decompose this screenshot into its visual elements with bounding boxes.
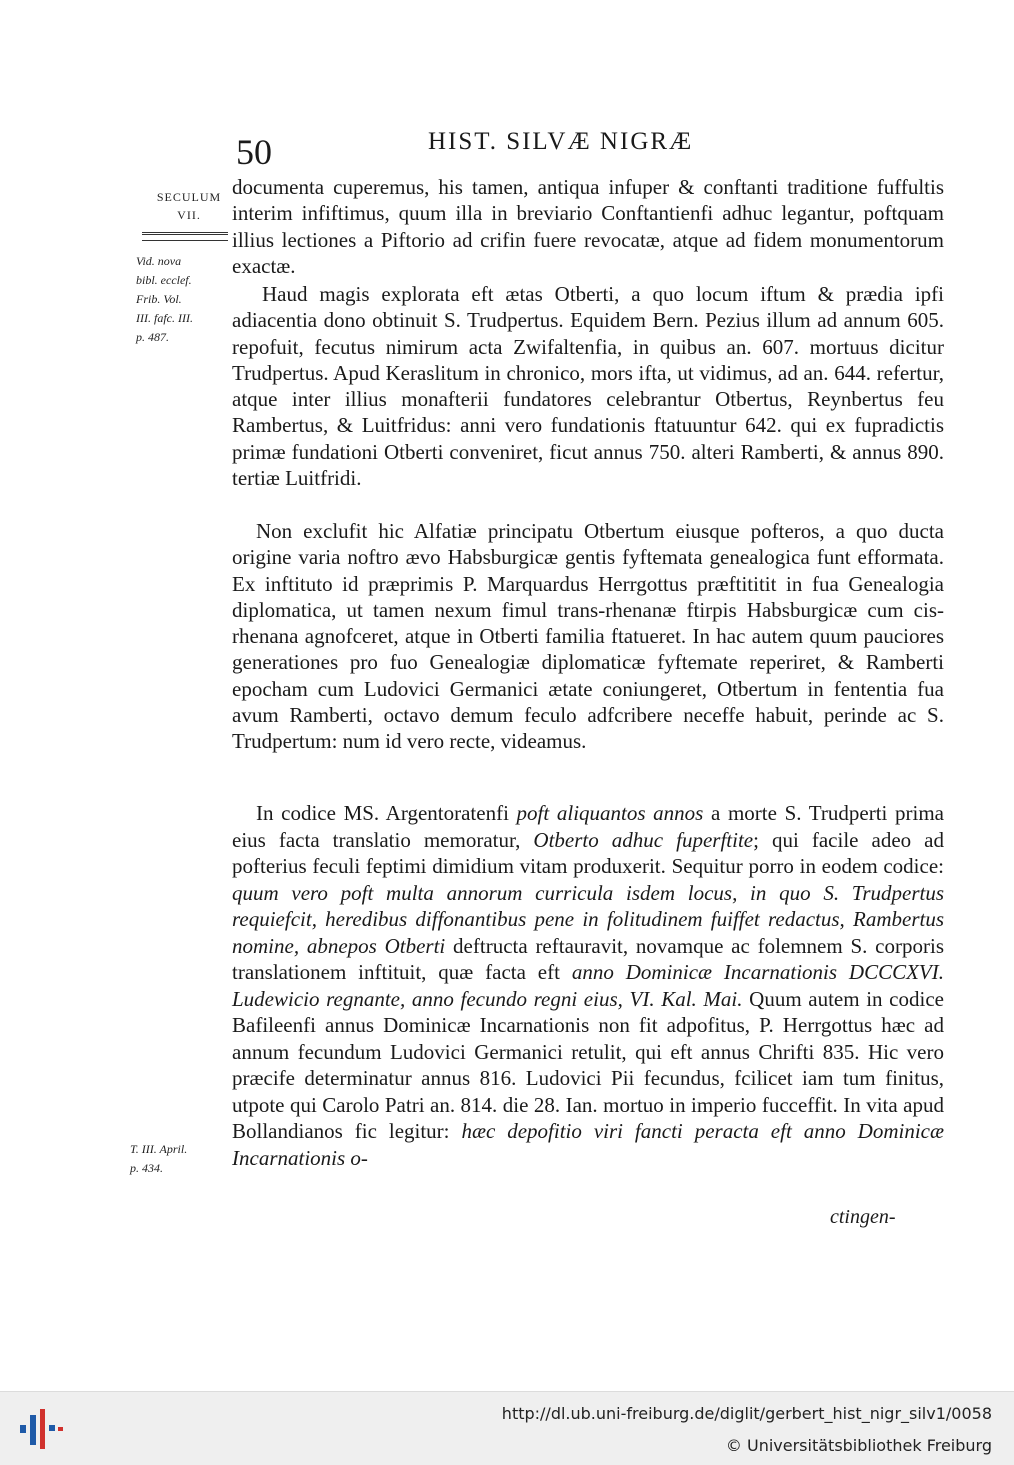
vid-line: Frib. Vol. (136, 292, 182, 306)
vid-line: Vid. nova (136, 254, 182, 268)
seculum-label: SECULUM (156, 190, 222, 204)
library-logo-icon (16, 1405, 66, 1453)
vid-line: bibl. ecclef. (136, 273, 192, 287)
p4-roman: Quum autem in codice Bafileenfi annus Dominicæ Incarnationis non fit adpofitus, P. Herrgottus hæc ad annum fecundum Ludovici Germanici retulit, qui eft annus Chrifti 835. Hic vero præcife determinatur annus 816. Ludovici Pii fecundus, fcilicet iam tum finitus, utpote qui Carolo Patri an. 814. die 28. Ian. mortuo in imperio fucceffit. In vita apud Bollandianos fic legitur: (232, 986, 944, 1143)
margin-note-seculum (146, 188, 232, 224)
paragraph-2 (232, 281, 944, 491)
margin-note-april (130, 1140, 218, 1178)
page-number: 50 (236, 132, 272, 172)
logo-blue-block (20, 1425, 26, 1433)
logo-blue-block (30, 1415, 36, 1445)
logo-red-block (40, 1409, 45, 1449)
copyright-notice: © Universitätsbibliothek Freiburg (725, 1436, 992, 1455)
vid-line: III. fafc. III. (136, 311, 193, 325)
margin-note-vid (136, 252, 228, 347)
paragraph-4 (232, 800, 944, 1171)
p4-italic: hæc depofitio viri fancti peracta eft anno Dominicæ Incarnationis o- (232, 1119, 944, 1170)
margin-rule (142, 232, 228, 241)
p4-italic: quum vero poft multa annorum curricula isdem locus, in quo S. Trudpertus requiefcit, heredibus diffonantibus pene in folitudinem fuiffet redactus, Rambertus nomine, abnepos Otberti (232, 880, 944, 958)
p4-roman: In codice MS. Argentoratenfi (256, 801, 517, 825)
logo-red-block (58, 1427, 63, 1431)
p4-italic: Otberto adhuc fuperftite (533, 827, 754, 852)
logo-blue-block (49, 1425, 55, 1431)
p4-roman: deftructa reftauravit, novamque ac folemnem S. corporis translationem inftituit, quæ facta eft (232, 933, 945, 984)
permalink-url[interactable]: http://dl.ub.uni-freiburg.de/diglit/gerbert_hist_nigr_silv1/0058 (501, 1404, 992, 1423)
seculum-number: VII. (177, 208, 201, 222)
p4-italic: anno Dominicæ Incarnationis DCCCXVI. Ludewicio regnante, anno fecundo regni eius, VI. Kal. Mai. (232, 960, 944, 1011)
paragraph-4-text (232, 800, 944, 1171)
april-line: p. 434. (130, 1161, 163, 1175)
catchword: ctingen- (830, 1206, 896, 1228)
paragraph-3-text: Non exclufit hic Alfatiæ principatu Otbertum eiusque pofteros, a quo ducta origine varia noftro ævo Habsburgicæ gentis fyftemata genealogica funt efformata. Ex inftituto id præprimis P. Marquardus Herrgottus præftititit in fua Genealogia diplomatica, ut tamen nexum fimul trans-rhenanæ ftirpis Habsburgicæ cum cis-rhenana agnofceret, atque in Otberti familia ftatueret. In hac autem quum pauciores generationes pro fuo Genealogiæ diplomaticæ fyftemate reperiret, & Ramberti epocham cum Ludovici Germanici ætate coniungeret, Otbertum in fententia fua avum Ramberti, octavo demum feculo adfcribere neceffe habuit, perinde ac S. Trudpertum: num id vero recte, videamus. (232, 519, 944, 754)
paragraph-1-text: documenta cuperemus, his tamen, antiqua infuper & conftanti traditione fuffultis interim infiftimus, quum illa in breviario Conftantienfi adhuc legantur, poftquam illius lectiones a Piftorio ad crifin fuere revocatæ, atque ad fidem monumentorum exactæ. (232, 175, 944, 278)
p4-italic: poft aliquantos annos (516, 801, 704, 825)
april-line: T. III. April. (130, 1142, 188, 1156)
p4-roman: ; qui facile adeo ad pofterius feculi feptimi dimidium vitam produxerit. Sequitur porro in eodem codice: (232, 827, 944, 878)
p4-roman: a morte S. Trudperti prima eius facta translatio memoratur, (232, 801, 944, 852)
paragraph-3 (232, 518, 944, 755)
paragraph-2-text: Haud magis explorata eft ætas Otberti, a quo locum iftum & prædia ipfi adiacentia dono obtinuit S. Trudpertus. Equidem Bern. Pezius illum ad annum 605. repofuit, fecutus nimirum acta Zwifaltenfia, in quibus an. 607. mortuus dicitur Trudpertus. Apud Keraslitum in chronico, mors ifta, ut vidimus, ad an. 644. refertur, atque inter illius monafterii fundatores celebrantur Otbertus, Reynbertus feu Rambertus, & Luitfridus: anni vero fundationis ftatuuntur 642. qui ex fupradictis primæ fundationi Otberti conveniret, ficut annus 750. alteri Ramberti, & annus 890. tertiæ Luitfridi. (232, 282, 944, 491)
footer-bar (0, 1391, 1014, 1465)
paragraph-1 (232, 174, 944, 279)
running-title: HIST. SILVÆ NIGRÆ (428, 128, 694, 155)
vid-line: p. 487. (136, 330, 169, 344)
